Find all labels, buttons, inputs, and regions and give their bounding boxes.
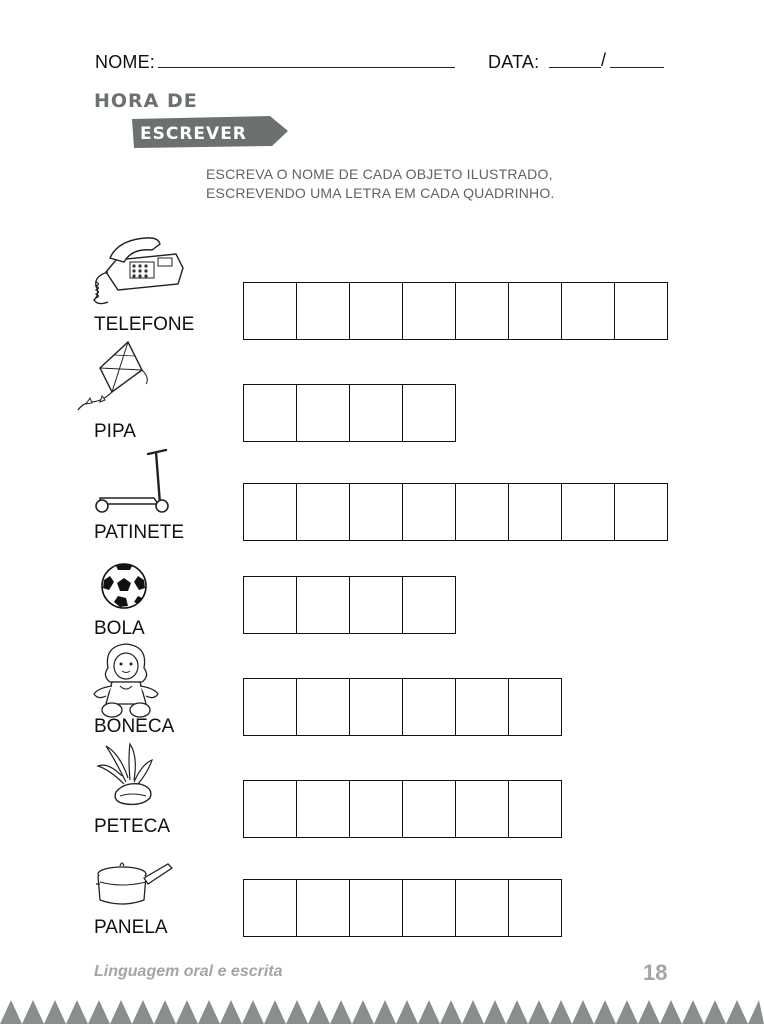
letter-box[interactable]: [456, 484, 509, 540]
letter-box[interactable]: [244, 577, 297, 633]
letter-box[interactable]: [297, 679, 350, 735]
letter-box[interactable]: [509, 484, 562, 540]
letter-box[interactable]: [456, 283, 509, 339]
item-label-telefone: TELEFONE: [94, 314, 195, 335]
section-title-line1: HORA DE: [94, 90, 198, 112]
page-number: 18: [643, 960, 668, 985]
item-label-patinete: PATINETE: [94, 522, 185, 543]
letter-box[interactable]: [562, 484, 615, 540]
pot-icon: [94, 854, 176, 910]
letter-box[interactable]: [509, 781, 561, 837]
letter-box[interactable]: [244, 679, 297, 735]
name-field-line[interactable]: [158, 67, 455, 68]
letter-grid-panela: [243, 879, 562, 937]
name-label: NOME:: [95, 52, 156, 72]
bullet-moon-icon: [186, 165, 200, 179]
shuttlecock-icon: [94, 740, 164, 810]
letter-box[interactable]: [244, 385, 297, 441]
letter-box[interactable]: [403, 577, 455, 633]
instruction-line1: ESCREVA O NOME DE CADA OBJETO ILUSTRADO,: [206, 166, 553, 182]
item-label-boneca: BONECA: [94, 716, 175, 737]
letter-box[interactable]: [297, 880, 350, 936]
letter-grid-patinete: [243, 483, 668, 541]
section-title-banner: [132, 116, 288, 148]
letter-grid-telefone: [243, 282, 668, 340]
letter-box[interactable]: [350, 577, 403, 633]
item-label-pipa: PIPA: [94, 421, 136, 442]
footer-subject: Linguagem oral e escrita: [94, 963, 283, 980]
item-label-panela: PANELA: [94, 917, 168, 938]
letter-box[interactable]: [615, 484, 667, 540]
letter-box[interactable]: [297, 781, 350, 837]
doll-icon: [90, 642, 166, 720]
date-month-line[interactable]: [610, 67, 664, 68]
soccer-ball-icon: [100, 562, 148, 610]
letter-box[interactable]: [244, 283, 297, 339]
date-label: DATA:: [488, 52, 540, 72]
letter-grid-bola: [243, 576, 456, 634]
letter-box[interactable]: [297, 385, 350, 441]
letter-box[interactable]: [244, 484, 297, 540]
letter-grid-pipa: [243, 384, 456, 442]
item-label-peteca: PETECA: [94, 816, 171, 837]
letter-box[interactable]: [350, 283, 403, 339]
letter-box[interactable]: [350, 385, 403, 441]
letter-box[interactable]: [562, 283, 615, 339]
instruction-text: [206, 165, 555, 203]
letter-grid-peteca: [243, 780, 562, 838]
letter-box[interactable]: [456, 781, 509, 837]
letter-box[interactable]: [509, 283, 562, 339]
letter-box[interactable]: [350, 679, 403, 735]
letter-box[interactable]: [509, 880, 561, 936]
item-label-bola: BOLA: [94, 618, 145, 639]
letter-box[interactable]: [403, 484, 456, 540]
kite-icon: [72, 340, 158, 418]
letter-box[interactable]: [615, 283, 667, 339]
letter-box[interactable]: [350, 880, 403, 936]
telephone-icon: [88, 232, 188, 308]
letter-box[interactable]: [456, 679, 509, 735]
letter-box[interactable]: [403, 781, 456, 837]
letter-box[interactable]: [350, 484, 403, 540]
letter-box[interactable]: [244, 880, 297, 936]
letter-box[interactable]: [456, 880, 509, 936]
letter-box[interactable]: [403, 679, 456, 735]
letter-box[interactable]: [244, 781, 297, 837]
letter-box[interactable]: [297, 577, 350, 633]
letter-box[interactable]: [297, 484, 350, 540]
letter-box[interactable]: [509, 679, 561, 735]
letter-box[interactable]: [403, 385, 455, 441]
date-day-line[interactable]: [549, 67, 601, 68]
letter-box[interactable]: [297, 283, 350, 339]
letter-grid-boneca: [243, 678, 562, 736]
instruction-line2: ESCREVENDO UMA LETRA EM CADA QUADRINHO.: [206, 185, 555, 201]
letter-box[interactable]: [350, 781, 403, 837]
scooter-icon: [88, 446, 178, 516]
letter-box[interactable]: [403, 283, 456, 339]
zigzag-border: [0, 996, 764, 1024]
letter-box[interactable]: [403, 880, 456, 936]
section-title-line2: ESCREVER: [140, 124, 247, 144]
date-separator: /: [601, 50, 607, 70]
